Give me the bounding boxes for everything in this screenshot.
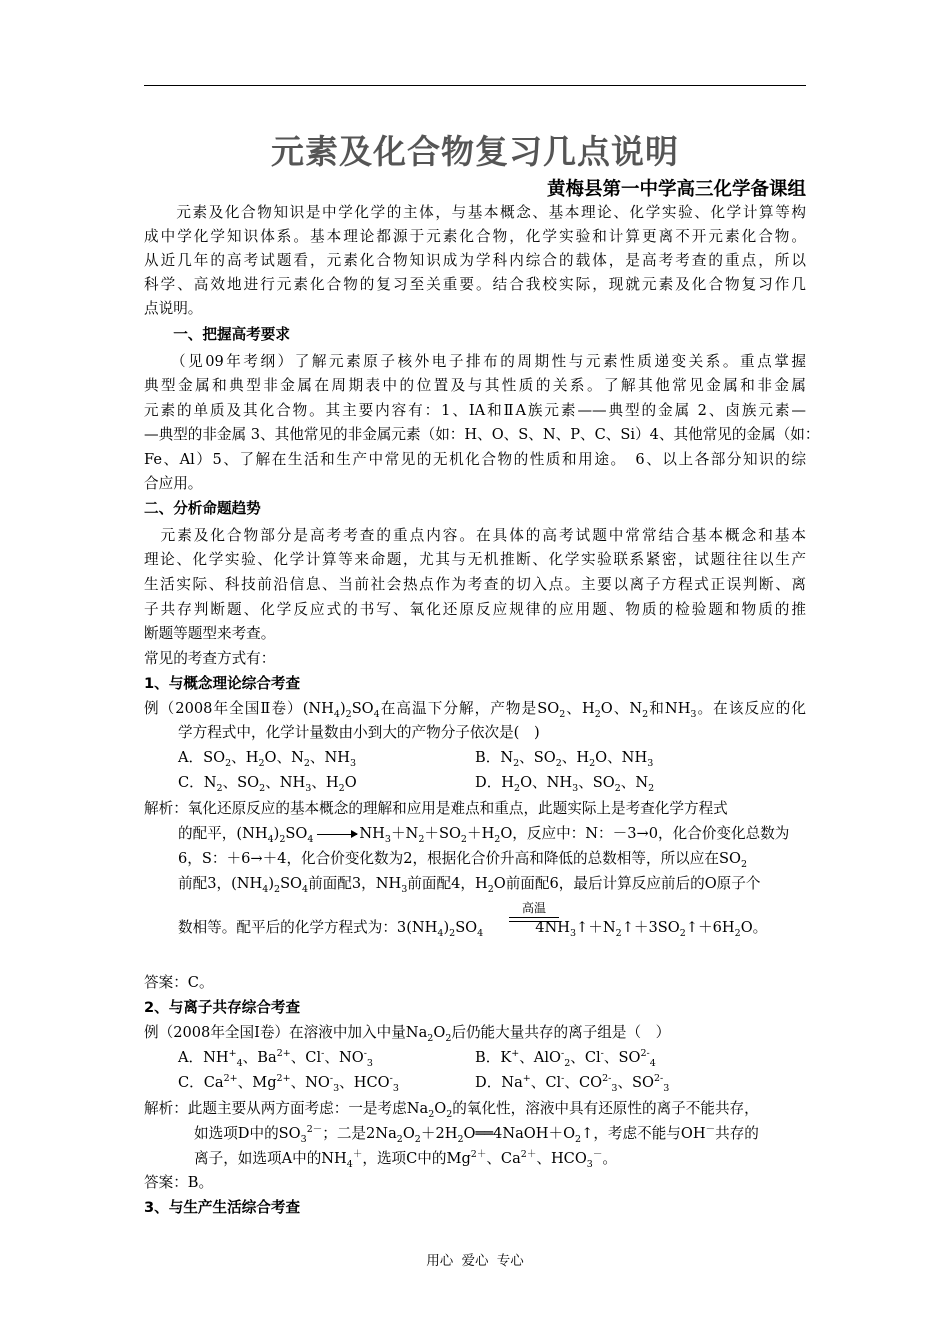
section1-line: Fe、Al）5、了解在生活和生产中常见的无机化合物的性质和用途。 6、以上各部分知识的综 <box>144 451 806 468</box>
q1-answer: 答案：C。 <box>144 974 214 991</box>
q2-option-a: A．$NH^+_4$、$Ba^{2+}$、Cl-、$NO^-_3$ <box>178 1048 373 1069</box>
analysis-label: 解析： <box>144 800 188 817</box>
section1-line: 元素的单质及其化合物。其主要内容有：1、IA和ⅡA族元素——典型的金属 2、卤族元素— <box>144 402 806 419</box>
section1-line: （见09年考纲）了解元素原子核外电子排布的周期性与元素性质递变关系。重点掌握 <box>144 353 806 370</box>
section2-line: 断题等题型来考查。 <box>144 625 276 642</box>
reaction-condition: 高温 <box>521 901 546 915</box>
reaction-arrow-icon <box>317 834 357 835</box>
section2-line: 理论、化学实验、化学计算等来命题，尤其与无机推断、化学实验联系紧密，试题往往以生产 <box>144 551 806 568</box>
analysis-label: 解析： <box>144 1100 188 1117</box>
section1-line: 合应用。 <box>144 475 203 492</box>
intro-line: 科学、高效地进行元素化合物的复习至关重要。结合我校实际，现就元素及化合物复习作几 <box>144 276 806 293</box>
subheading-3: 3、与生产生活综合考查 <box>144 1199 301 1216</box>
q1-stem: 例（2008年全国Ⅱ卷）$(NH_4)_2SO_4$在高温下分解，产物是$SO_2$、$H_2O$、$N_2$和$NH_3$。在该反应的化 <box>144 700 807 720</box>
section1-line: 典型金属和典型非金属在周期表中的位置及与其性质的关系。了解其他常见金属和非金属 <box>144 377 806 394</box>
common-methods: 常见的考查方式有： <box>144 650 276 667</box>
q1-option-b: B．$N_2$、$SO_2$、$H_2O$、$NH_3$ <box>475 749 654 769</box>
q2-analysis: 解析：此题主要从两方面考虑：一是考虑$Na_2O_2$的氧化性，溶液中具有还原性的离子不能共存， <box>144 1100 759 1120</box>
intro-line: 从近几年的高考试题看，元素化合物知识成为学科内综合的载体，是高考考查的重点，所以 <box>144 252 806 269</box>
q1-analysis: 前配3，$(NH_4)_2SO_4$前面配3，$NH_3$前面配4，$H_2O$前面配6，最后计算反应前后的O原子个 <box>178 875 761 895</box>
page-title: 元素及化合物复习几点说明 <box>271 132 679 171</box>
q2-option-c: C．$Ca^{2+}$、$Mg^{2+}$、$NO^-_3$、$HCO^-_3$ <box>178 1073 399 1094</box>
section2-line: 子共存判断题、化学反应式的书写、氧化还原反应规律的应用题、物质的检验题和物质的推 <box>144 601 806 618</box>
q1-stem: 学方程式中，化学计量数由小到大的产物分子依次是( ) <box>178 724 540 741</box>
intro-line: 点说明。 <box>144 300 203 317</box>
q2-question-text: 例（2008年全国Ⅰ卷）在溶液中加入中量Na <box>144 1024 428 1041</box>
subheading-2: 2、与离子共存综合考查 <box>144 999 301 1016</box>
q2-answer: 答案：B。 <box>144 1174 214 1191</box>
q1-analysis: 6，S：＋6→＋4，化合价变化数为2，根据化合价升高和降低的总数相等，所以应在$SO_2$ <box>178 850 747 870</box>
intro-line: 成中学化学知识体系。基本理论都源于元素化合物，化学实验和计算更离不开元素化合物。 <box>144 228 806 245</box>
section2-line: 生活实际、科技前沿信息、当前社会热点作为考查的切入点。主要以离子方程式正误判断、离 <box>144 576 806 593</box>
section-heading-1: 一、把握高考要求 <box>144 326 290 343</box>
q2-option-d: D．Na+、Cl-、$CO^{2-}_3$、$SO^{2-}_3$ <box>475 1073 670 1094</box>
subheading-1: 1、与概念理论综合考查 <box>144 675 301 692</box>
q1-option-c: C．$N_2$、$SO_2$、$NH_3$、$H_2O$ <box>178 774 357 794</box>
q2-analysis: 如选项D中的$SO_3^{2-}$；二是$2Na_2O_2+2H_2O══4NaOH+O_2↑$，考虑不能与OH－共存的 <box>194 1124 759 1145</box>
q1-analysis: 解析：氧化还原反应的基本概念的理解和应用是难点和重点，此题实际上是考查化学方程式 <box>144 800 728 817</box>
header-rule <box>144 85 806 86</box>
section1-line: —典型的非金属 3、其他常见的非金属元素（如：H、O、S、N、P、C、Si）4、其他常见的金属（如： <box>144 426 820 443</box>
q1-analysis: 数相等。配平后的化学方程式为：$3(NH_4)_2SO_4$ $4NH_3↑+N_2↑+3SO_2↑+6H_2O$。 <box>178 919 768 939</box>
q1-analysis: 的配平，$(NH_4)_2SO_4$ $NH_3+N_2+SO_2+H_2O$，反应中：N：－3→0，化合价变化总数为 <box>178 825 790 845</box>
q2-stem: 例（2008年全国Ⅰ卷）在溶液中加入中量$Na_2O_2$后仍能大量共存的离子组是（ ） <box>144 1024 671 1044</box>
q2-option-b: B．K+、AlO-$_2$、Cl-、$SO^{2-}_4$ <box>475 1048 656 1069</box>
intro-line: 元素及化合物知识是中学化学的主体，与基本概念、基本理论、化学实验、化学计算等构 <box>144 204 806 221</box>
section-heading-2: 二、分析命题趋势 <box>144 500 261 517</box>
section2-line: 元素及化合物部分是高考考查的重点内容。在具体的高考试题中常常结合基本概念和基本 <box>144 527 806 544</box>
q2-analysis: 离子，如选项A中的$NH_4^+$，选项C中的$Mg^{2+}$、$Ca^{2+}$、$HCO_3^-$。 <box>194 1149 617 1170</box>
author-line: 黄梅县第一中学高三化学备课组 <box>546 179 806 200</box>
q1-option-a: A．$SO_2$、$H_2O$、$N_2$、$NH_3$ <box>178 749 357 769</box>
q1-option-d: D．$H_2O$、$NH_3$、$SO_2$、$N_2$ <box>475 774 655 794</box>
page-footer: 用心 爱心 专心 <box>426 1253 524 1269</box>
